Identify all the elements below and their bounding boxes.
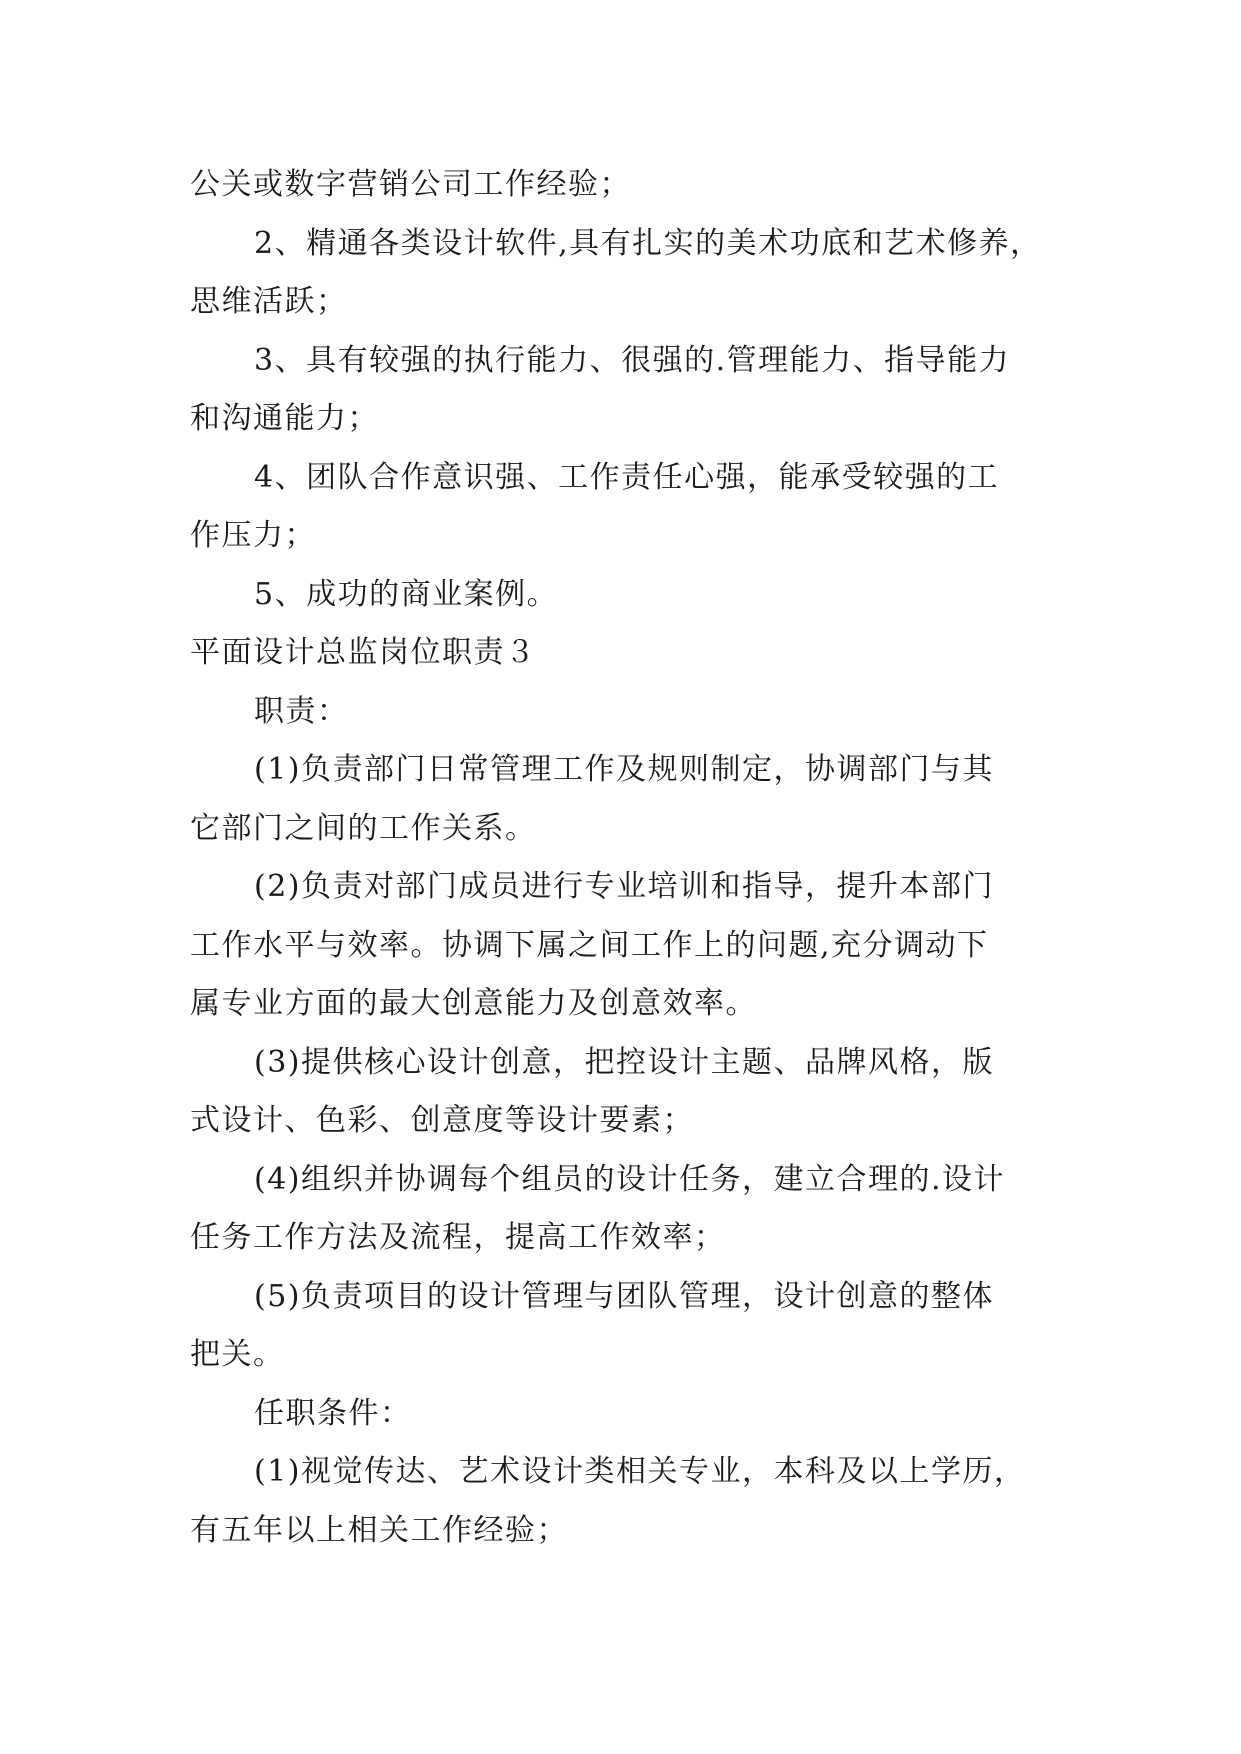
text-line: (1)负责部门日常管理工作及规则制定，协调部门与其 <box>254 752 994 787</box>
document-page <box>190 156 1070 1560</box>
text-line: 4、团队合作意识强、工作责任心强，能承受较强的工 <box>254 459 1000 495</box>
text-line: 2、精通各类设计软件,具有扎实的美术功底和艺术修养， <box>254 225 1042 261</box>
text-line: 属专业方面的最大创意能力及创意效率。 <box>190 986 757 1021</box>
paragraph-requirement-3 <box>190 332 1070 449</box>
text-line: 作压力； <box>190 518 316 553</box>
text-line: (4)组织并协调每个组员的设计任务，建立合理的.设计 <box>254 1161 1006 1197</box>
text-line: 和沟通能力； <box>190 401 379 436</box>
paragraph-requirement-4 <box>190 449 1070 566</box>
text-line: 职责： <box>254 693 349 729</box>
text-line: 任职条件： <box>254 1395 412 1431</box>
paragraph-qualification-1 <box>190 1443 1070 1560</box>
heading-line: 平面设计总监岗位职责３ <box>190 635 537 670</box>
paragraph-requirement-2 <box>190 215 1070 332</box>
text-line: 把关。 <box>190 1337 285 1372</box>
text-line: 任务工作方法及流程，提高工作效率； <box>190 1220 726 1255</box>
paragraph-duty-5 <box>190 1268 1070 1385</box>
paragraph-qualifications-label <box>190 1385 1070 1444</box>
paragraph-duty-1 <box>190 741 1070 858</box>
paragraph-duty-3 <box>190 1034 1070 1151</box>
text-line: (3)提供核心设计创意，把控设计主题、品牌风格，版 <box>254 1044 994 1080</box>
paragraph-duties-label <box>190 683 1070 742</box>
section-heading <box>190 624 1070 683</box>
text-line: 式设计、色彩、创意度等设计要素； <box>190 1103 694 1138</box>
text-line: 5、成功的商业案例。 <box>254 576 559 612</box>
paragraph-duty-2 <box>190 858 1070 1034</box>
text-line: 它部门之间的工作关系。 <box>190 810 537 846</box>
text-line: (1)视觉传达、艺术设计类相关专业，本科及以上学历， <box>254 1454 1026 1489</box>
paragraph-duty-4 <box>190 1151 1070 1268</box>
text-line: 有五年以上相关工作经验； <box>190 1512 568 1548</box>
paragraph-requirement-5 <box>190 566 1070 625</box>
text-line: (5)负责项目的设计管理与团队管理，设计创意的整体 <box>254 1278 994 1314</box>
text-line: 公关或数字营销公司工作经验； <box>190 167 631 202</box>
text-line: (2)负责对部门成员进行专业培训和指导，提升本部门 <box>254 869 994 904</box>
text-line: 3、具有较强的执行能力、很强的.管理能力、指导能力 <box>254 342 1011 378</box>
text-line: 思维活跃； <box>190 284 348 319</box>
paragraph-experience <box>190 156 1070 215</box>
text-line: 工作水平与效率。协调下属之间工作上的问题,充分调动下 <box>190 927 989 963</box>
